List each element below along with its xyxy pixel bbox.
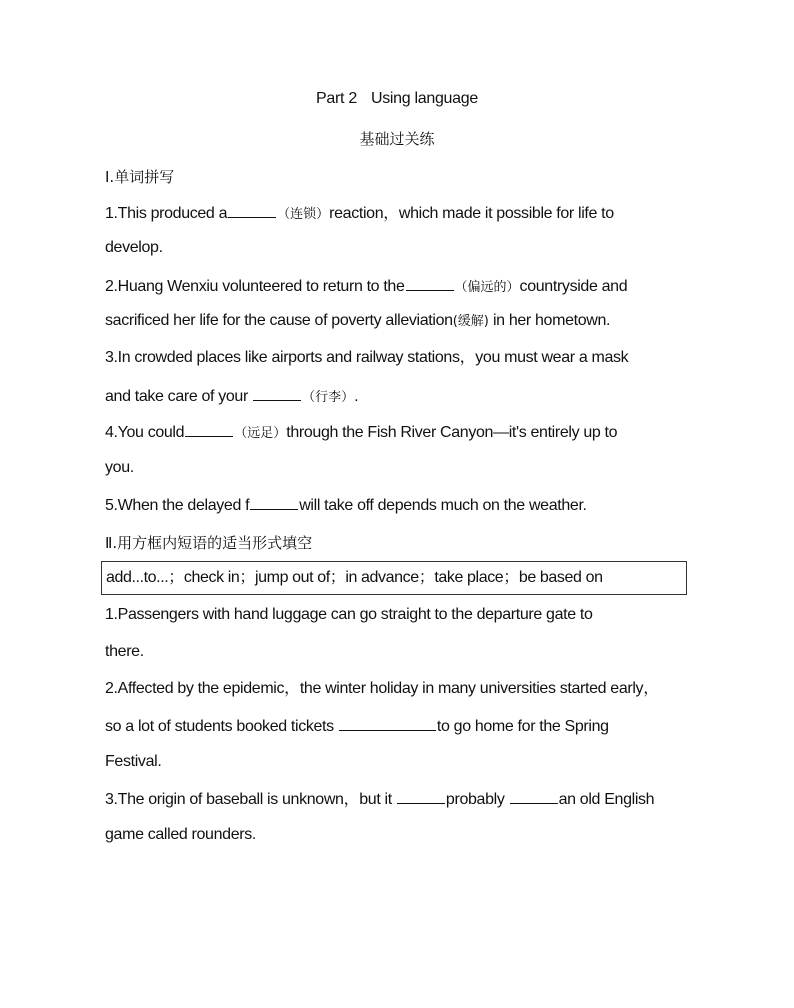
- answer-blank[interactable]: [339, 714, 436, 731]
- s1-q3-line2: and take care of your （行李）.: [105, 384, 358, 409]
- section2-heading: Ⅱ.用方框内短语的适当形式填空: [105, 534, 313, 552]
- s1-q2-line1: 2.Huang Wenxiu volunteered to return to the （偏远的）countryside and: [105, 274, 627, 299]
- s2-q1-line2: there.: [105, 643, 144, 660]
- hint: （远足）: [234, 426, 287, 441]
- section1-heading: Ⅰ.单词拼写: [105, 168, 175, 186]
- answer-blank[interactable]: [185, 420, 233, 437]
- answer-blank[interactable]: [253, 384, 301, 401]
- s1-q1-line2: develop.: [105, 239, 163, 256]
- s1-q5-line1: 5.When the delayed f will take off depends much on the weather.: [105, 493, 587, 517]
- answer-blank[interactable]: [228, 201, 276, 218]
- part-label: Part 2: [316, 90, 357, 107]
- s2-q1-line1: 1.Passengers with hand luggage can go straight to the departure gate to: [105, 606, 593, 623]
- hint: （偏远的）: [454, 280, 520, 295]
- answer-blank[interactable]: [406, 274, 454, 291]
- page-title: [0, 90, 794, 108]
- s2-q2-line3: Festival.: [105, 753, 162, 770]
- page-subtitle: 基础过关练: [359, 130, 435, 148]
- s1-q2-line2: sacrificed her life for the cause of poverty alleviation(缓解) in her hometown.: [105, 312, 611, 329]
- answer-blank[interactable]: [250, 493, 298, 510]
- phrase-box: add...to...；check in；jump out of；in advance；take place；be based on: [101, 561, 687, 595]
- answer-blank[interactable]: [397, 787, 445, 804]
- hint: (缓解): [452, 314, 489, 329]
- s1-q1-line1: 1.This produced a （连锁）reaction，which made it possible for life to: [105, 201, 614, 226]
- s2-q3-line1: 3.The origin of baseball is unknown，but it probably an old English: [105, 787, 654, 811]
- s2-q2-line2: so a lot of students booked tickets to go home for the Spring: [105, 714, 609, 738]
- answer-blank[interactable]: [510, 787, 558, 804]
- hint: （行李）: [302, 390, 355, 405]
- s1-q3-line1: 3.In crowded places like airports and railway stations，you must wear a mask: [105, 349, 629, 366]
- hint: （连锁）: [277, 207, 330, 222]
- s2-q2-line1: 2.Affected by the epidemic，the winter holiday in many universities started early，: [105, 680, 659, 697]
- topic-label: Using language: [370, 90, 478, 107]
- s1-q4-line1: 4.You could （远足）through the Fish River Canyon—it's entirely up to: [105, 420, 617, 445]
- s2-q3-line2: game called rounders.: [105, 826, 256, 843]
- s1-q4-line2: you.: [105, 459, 134, 476]
